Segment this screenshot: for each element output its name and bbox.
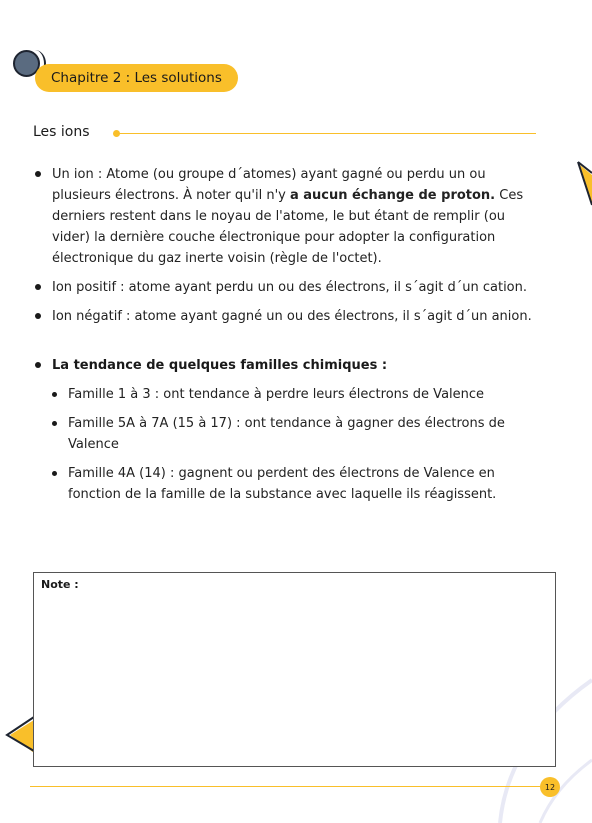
ion-text-before: Un ion : Atome (ou groupe d´atomes) ayant gagné ou perdu un ou plusieurs électrons. À noter qu'il n'y [52,167,486,203]
footer-divider [30,786,540,787]
ion-definition [33,164,543,269]
positive-ion-definition: Ion positif : atome ayant perdu un ou des électrons, il s´agit d´un cation. [33,277,543,298]
note-label: Note : [41,578,79,591]
chapter-title-pill: Chapitre 2 : Les solutions [35,64,238,92]
family-item-5a-7a: Famille 5A à 7A (15 à 17) : ont tendance à gagner des électrons de Valence [33,413,543,455]
family-item-1-3: Famille 1 à 3 : ont tendance à perdre leurs électrons de Valence [33,384,543,405]
heading-divider [116,133,536,134]
ion-text-bold: a aucun échange de proton. [289,188,496,203]
ion-text-after: Ces derniers restent dans le noyau de l'atome, le but étant de remplir (ou vider) la dernière couche électronique pour adopter la configuration électronique du gaz inerte voisin (règle de l'octet). [52,188,524,266]
negative-ion-definition: Ion négatif : atome ayant gagné un ou des électrons, il s´agit d´un anion. [33,306,543,327]
families-title: La tendance de quelques familles chimiques : [33,355,543,376]
page-number: 12 [540,777,560,797]
section-heading: Les ions [33,124,90,140]
right-triangle-decoration-icon [576,160,592,210]
families-list [33,384,543,505]
family-item-4a: Famille 4A (14) : gagnent ou perdent des électrons de Valence en fonction de la famille de la substance avec laquelle ils réagissent. [33,463,543,505]
heading-dot-icon [113,130,120,137]
note-box[interactable] [33,572,556,767]
main-content [33,164,543,513]
left-triangle-decoration-icon [4,715,36,755]
